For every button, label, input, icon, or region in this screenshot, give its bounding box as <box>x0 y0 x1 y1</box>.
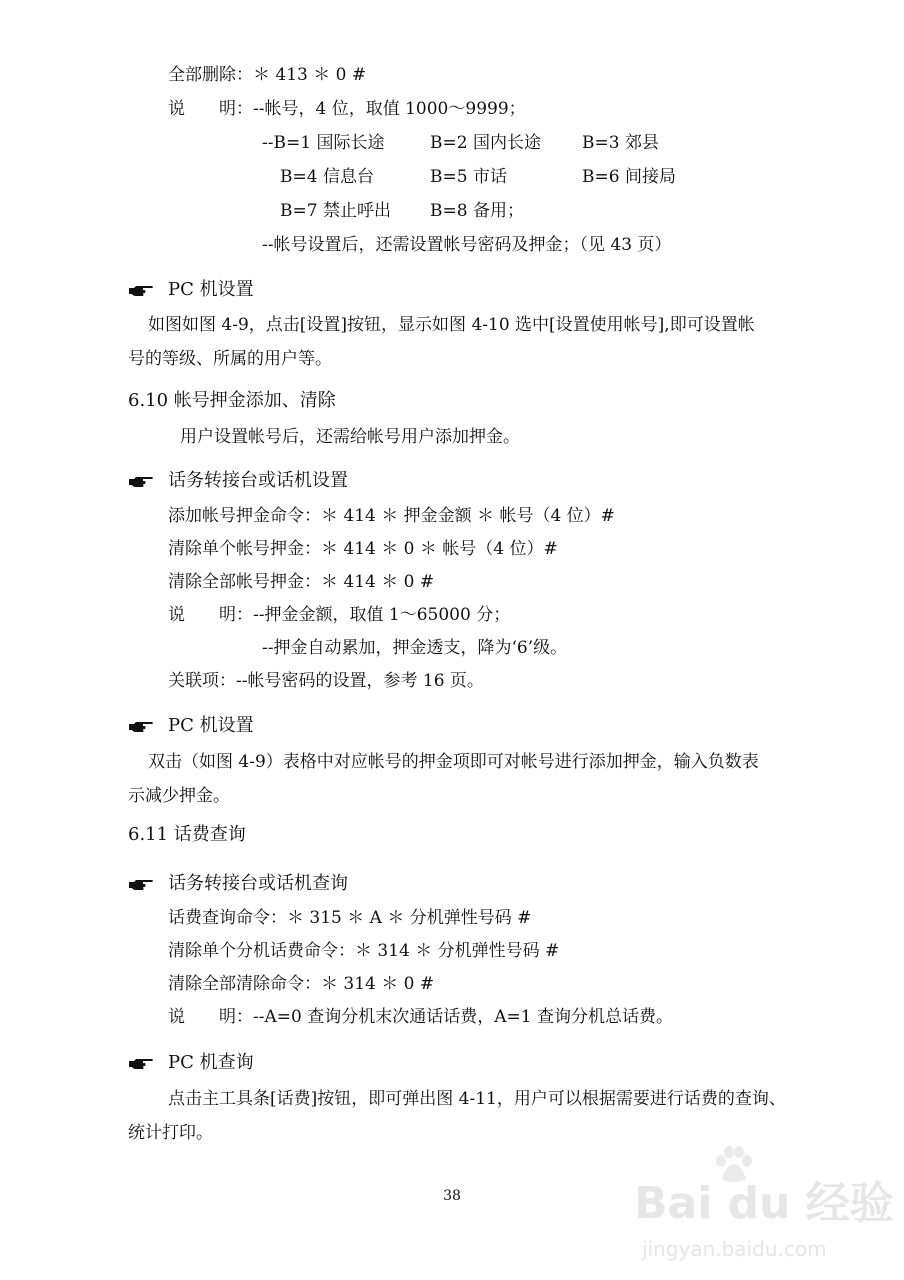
watermark-brand: Bai du 经验 <box>634 1178 894 1229</box>
pointing-hand-icon <box>128 282 154 300</box>
text-line: B=7 禁止呼出 <box>280 201 391 221</box>
text-line: 添加帐号押金命令：＊ 414 ＊ 押金金额 ＊ 帐号（4 位）# <box>168 506 615 526</box>
text-line: 话费查询命令：＊ 315 ＊ A ＊ 分机弹性号码 # <box>168 908 532 928</box>
text-line: 清除全部清除命令：＊ 314 ＊ 0 # <box>168 974 435 994</box>
text-line: 全部删除：＊ 413 ＊ 0 # <box>168 65 367 85</box>
text-line: B=6 间接局 <box>582 167 676 187</box>
pointing-hand-icon <box>128 718 154 736</box>
text-line: 清除全部帐号押金：＊ 414 ＊ 0 # <box>168 572 435 592</box>
text-line: 说 明：--帐号，4 位，取值 1000～9999； <box>168 99 526 119</box>
section-title: 6.11 话费查询 <box>128 824 246 845</box>
watermark-url: jingyan.baidu.com <box>642 1237 827 1261</box>
paragraph-line: 示减少押金。 <box>128 786 230 806</box>
text-line: 说 明：--A=0 查询分机末次通话话费，A=1 查询分机总话费。 <box>168 1007 673 1027</box>
section-heading: PC 机查询 <box>168 1052 254 1073</box>
text-line: --帐号设置后，还需设置帐号密码及押金；（见 43 页） <box>262 235 672 255</box>
text-line: B=4 信息台 <box>280 167 374 187</box>
paragraph-line: 用户设置帐号后，还需给帐号用户添加押金。 <box>180 427 520 447</box>
paragraph-line: 点击主工具条[话费]按钮，即可弹出图 4-11，用户可以根据需要进行话费的查询、 <box>168 1089 786 1109</box>
page-number: 38 <box>443 1188 461 1204</box>
section-title: 6.10 帐号押金添加、清除 <box>128 390 336 411</box>
paragraph-line: 双击（如图 4-9）表格中对应帐号的押金项即可对帐号进行添加押金，输入负数表 <box>148 752 759 772</box>
text-line: 关联项：--帐号密码的设置，参考 16 页。 <box>168 671 484 691</box>
baidu-watermark <box>634 1145 894 1270</box>
paragraph-line: 统计打印。 <box>128 1123 213 1143</box>
text-line: 说 明：--押金金额，取值 1～65000 分； <box>168 605 511 625</box>
text-line: --B=1 国际长途 <box>262 133 385 153</box>
text-line: B=3 郊县 <box>582 133 659 153</box>
paragraph-line: 号的等级、所属的用户等。 <box>128 349 332 369</box>
paragraph-line: 如图如图 4-9，点击[设置]按钮，显示如图 4-10 选中[设置使用帐号],即可设置帐 <box>148 315 755 335</box>
text-line: --押金自动累加，押金透支，降为‘6’级。 <box>262 638 568 658</box>
text-line: B=5 市话 <box>430 167 507 187</box>
section-heading: PC 机设置 <box>168 715 254 736</box>
text-line: 清除单个分机话费命令：＊ 314 ＊ 分机弹性号码 # <box>168 941 560 961</box>
text-line: B=8 备用； <box>430 201 524 221</box>
pointing-hand-icon <box>128 1055 154 1073</box>
text-line: B=2 国内长途 <box>430 133 541 153</box>
pointing-hand-icon <box>128 876 154 894</box>
section-heading: 话务转接台或话机查询 <box>168 873 348 894</box>
text-line: 清除单个帐号押金：＊ 414 ＊ 0 ＊ 帐号（4 位）# <box>168 539 558 559</box>
section-heading: 话务转接台或话机设置 <box>168 470 348 491</box>
pointing-hand-icon <box>128 473 154 491</box>
section-heading: PC 机设置 <box>168 279 254 300</box>
